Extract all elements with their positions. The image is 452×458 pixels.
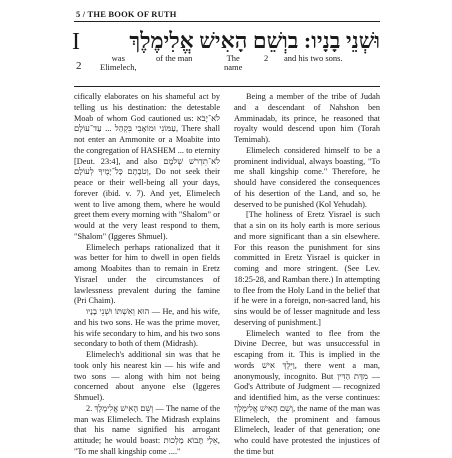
verse-rule [74, 86, 380, 87]
gloss-the-name: The name [224, 53, 243, 72]
commentary-paragraph: Elimelech perhaps rationalized that it was better for him to dwell in open fields among Moabites than to remain in Eretz Yisrael under the circumstances of lawlessness prevalent during the famine (Pri Chaim). [74, 242, 220, 306]
chapter-numeral: I [72, 29, 80, 55]
commentary-paragraph: cifically elaborates on his shameful act by telling us his destination: the detestable Moab of whom God cautioned us: לֹא־יָבֹא עַמּוֹנִי וּמוֹאָבִי בִּקְהַל ... עַד־עוֹלָם, There shall not enter an Ammonite or a Moabite into the congregation of HASHEM ... to eternity [Deut. 23:4], and also לֹא־תִדְרֹשׁ שְׁלֹמָם וְטֹבָתָם כָּל־יָמֶיךָ לְעוֹלָם, Do not seek their peace or their well-being all your days, forever (ibid. v. 7). And yet, Elimelech went to live among them, where he would greet them every morning with "Shalom" or would at the very least respond to them, "Shalom" (Iggeres Shmuel). [74, 92, 220, 241]
commentary-paragraph: Elimelech wanted to flee from the Divine Decree, but was unsuccessful in escaping from it. This is implied in the words וַיֵּלֶךְ אִישׁ, there went a man, anonymously, incognito. But מִדַּת הַדִּין — God's Attribute of Judgment — recognized and identified him, as the verse continues: וְשֵׁם הָאִישׁ אֱלִימֶלֶךְ, the name of the man was Elimelech, the prominent and famous Elimelech, leader of that generation; one who could have protested the injustices of the time but [234, 328, 380, 456]
gloss-was-elimelech: was Elimelech, [100, 53, 137, 72]
commentary-paragraph: 2. וְשֵׁם הָאִישׁ אֱלִימֶלֶךְ — The name of the man was Elimelech. The Midrash explains that his name signified his arrogant attitude; he would boast: אֵלַי תָּבוֹא מַלְכוּת, "To me shall kingship come ...." [74, 403, 220, 456]
hebrew-verse-line: וּשְׁנֵי בָנָיו: בוְשֵׁם הָאִישׁ אֱלִימֶלֶךְ [129, 28, 380, 53]
gloss-of-the-man: of the man [156, 53, 193, 63]
running-head: 5 / THE BOOK OF RUTH [76, 9, 177, 19]
commentary-right-column [234, 92, 380, 458]
commentary-paragraph: הוּא וְאִשְׁתּוֹ וּשְׁנֵי בָנָיו — He, and his wife, and his two sons. He was the prime mover, his wife secondary to him, and his two sons secondary to both of them (Midrash). [74, 307, 220, 349]
gloss-verse-2: 2 [264, 53, 269, 63]
verse-number: 2 [76, 60, 82, 72]
interlinear-verse [98, 30, 380, 82]
commentary-left-column [74, 92, 220, 458]
commentary-paragraph: Being a member of the tribe of Judah and a descendant of Nahshon ben Amminadab, its prince, he reasoned that royalty would descend upon him (Torah Temimah). [234, 92, 380, 144]
commentary-paragraph: Elimelech considered himself to be a prominent individual, always boasting, "To me shall kingship come." Therefore, he should have considered the consequences of his desertion of the Land, and so, he deserved to be punished (Kol Yehudah). [234, 145, 380, 209]
commentary-paragraph: [The holiness of Eretz Yisrael is such that a sin on its holy earth is more serious and more significant than a sin elsewhere. For this reason the punishment for sins committed in Eretz Yisrael is quicker in coming and more stringent. (See Lev. 18:25-28, and Ramban there.) In attempting to flee from the Holy Land in the belief that if he were in a foreign, non-sacred land, his sins would be of lesser magnitude and less deserving of punishment.] [234, 210, 380, 327]
english-gloss-row [98, 54, 380, 82]
gloss-and-his-two-sons: and his two sons. [284, 53, 343, 63]
commentary-paragraph: Elimelech's additional sin was that he took only his nearest kin — his wife and two sons — along with him not being concerned about anyone else (Iggeres Shmuel). [74, 350, 220, 402]
header-rule [74, 21, 380, 22]
